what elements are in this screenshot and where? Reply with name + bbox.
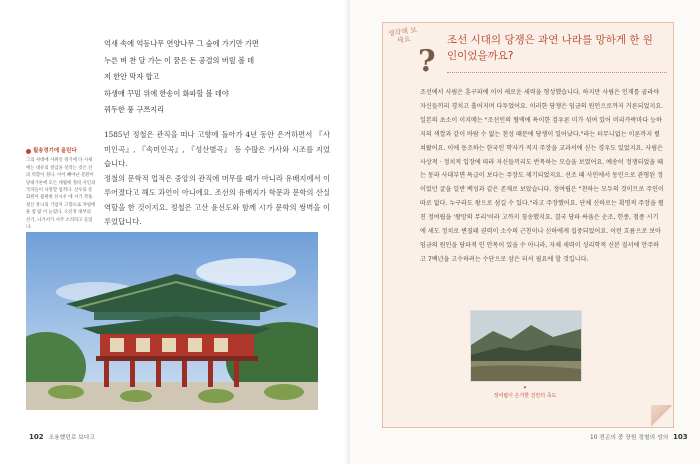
caption-text: 정여립이 은거한 진안의 죽도 — [493, 393, 557, 399]
pavilion-illustration — [26, 232, 318, 410]
poem-block — [104, 36, 324, 119]
paragraph: 조선에서 사림은 훈구파에 이어 새로운 세력을 형성했습니다. 하지만 사림은 인재를 골라야 자신들끼리 경치고 흘어지며 다투었어요. 이러한 당쟁은 임금의 원인으로까지 거론되었지요. 일본의 초소이 이지메는 "조선인의 혈액에 특이한 검우론 미가 섞여 있어 머리카락마다 능하지의 색깔과 같이 바람 수 없는 천성 때문에 당쟁이 일어났다."라는 터무니없는 이론까지 펼쳐왔어요. 이에 동조하는 한국인 학자가 적지 주장을 교과서에 싣는 경우도 있었지요. 사림은 사상적 · 정치적 입장에 따라 자신들끼리도 반목하는 모습을 보였어요. 예송이 정쟁되었을 때는 동파 사대부면 특급이 보다는 주장도 제기되었지요. 선조 때 사인에서 동인으로 관형된 정이었던 굴을 일반 백성과 같은 존재로 보았습니다. 정여립은 "천하는 모두의 것이므로 주인이 따로 없다. 누구라도 왕으로 섬길 수 있다."라고 주장했어요. 단체 신하로는 획명적 주장을 펼친 정여립을 '왕망의 무리'이라 고까지 칭송했지요. 결국 당파 싸움은 순조, 헌종, 철종 시기에 세도 정치로 변질돼 권력이 소수의 근친이나 신하에게 집중되었어요. 이런 흐름으로 보아 임금의 원인을 당파적 인 안목이 있을 수 아니라, 자체 세력이 성리학적 신분 질서에 안주하고 7백년을 고수하려는 수단으로 삼은 터서 필요에 할 것입니다. — [420, 89, 664, 263]
pavilion-photo — [26, 232, 318, 410]
poem-line: 누른 벼 찬 달 가는 이 꿈은 돈 공결의 버릴 볼 데 — [104, 55, 255, 65]
poem-line: 하생애 꾸밈 위에 한송이 화파할 볼 데야 — [104, 88, 229, 98]
bamboo-island-photo — [470, 310, 582, 382]
paragraph: 정철의 문학적 업적은 중앙의 관직에 머무를 때가 아니라 유배지에서 이루어졌다고 해도 과언이 아니에요. 조선의 유배지가 학문과 문학의 산실 역할을 한 것이지요. 정철은 고산 윤선도와 함께 시가 문학의 쌍벽을 이루었답니다. — [104, 173, 330, 226]
page-number: 102 — [29, 433, 44, 441]
running-title: 조용했던로 보다고 — [48, 435, 96, 441]
poem-line: 저 한안 막자 합고 — [104, 72, 160, 81]
paragraph: 1585년 정철은 관직을 떠나 고향에 돌아가 4년 동안 은거하면서 『사미인곡』, 『속미인곡』, 『성산별곡』 등 수많은 가사와 시조를 지었습니다. — [104, 130, 330, 168]
poem-line: 억새 속에 억등나무 연양나무 그 숲에 가기만 가면 — [104, 39, 259, 48]
body-text — [104, 128, 330, 230]
photo-caption — [470, 386, 580, 399]
page-number: 103 — [673, 433, 688, 441]
right-body-text — [420, 86, 664, 267]
bullet-icon — [26, 149, 31, 154]
poem-line: 꿔두한 풍 구쯔지리 — [104, 105, 165, 114]
running-title: 10 전곤의 중 장원 정철의 성의 — [590, 435, 669, 441]
landscape-illustration — [471, 311, 581, 381]
divider — [447, 72, 667, 73]
sidenote-body: 그의 사대에 사위인 정기에 다 시세에는 대유의 절입을 성격는 것은 신의 역할이 정다. 이어 빼야난 분환이 당대기론에 모든 세월에 정비 서인과 국자들이 사망할 업적다. 신우의 문화원이 불편한 선시우 에 서기 작품 청산 뮤니의 기업자 고향으로 자필에 둔 참 많 이 늘었다. 오신정 대부의 선기, 나가서가 서주 소리라고 들었다. — [26, 158, 96, 231]
caption-marker-icon: ▾ — [523, 385, 527, 391]
sidenote-title-row — [26, 148, 96, 155]
page-curl-icon — [651, 405, 673, 427]
sidenote — [26, 148, 96, 231]
right-folio — [590, 432, 691, 441]
question-mark-icon: ? — [418, 44, 436, 79]
think-tag: 생각해 보세요 — [387, 26, 418, 45]
question-title: 조선 시대의 당쟁은 과연 나라를 망하게 한 원인이었을까요? — [447, 34, 653, 62]
left-folio — [26, 432, 95, 441]
sidenote-title: 월송정기에 올린다 — [33, 148, 77, 154]
